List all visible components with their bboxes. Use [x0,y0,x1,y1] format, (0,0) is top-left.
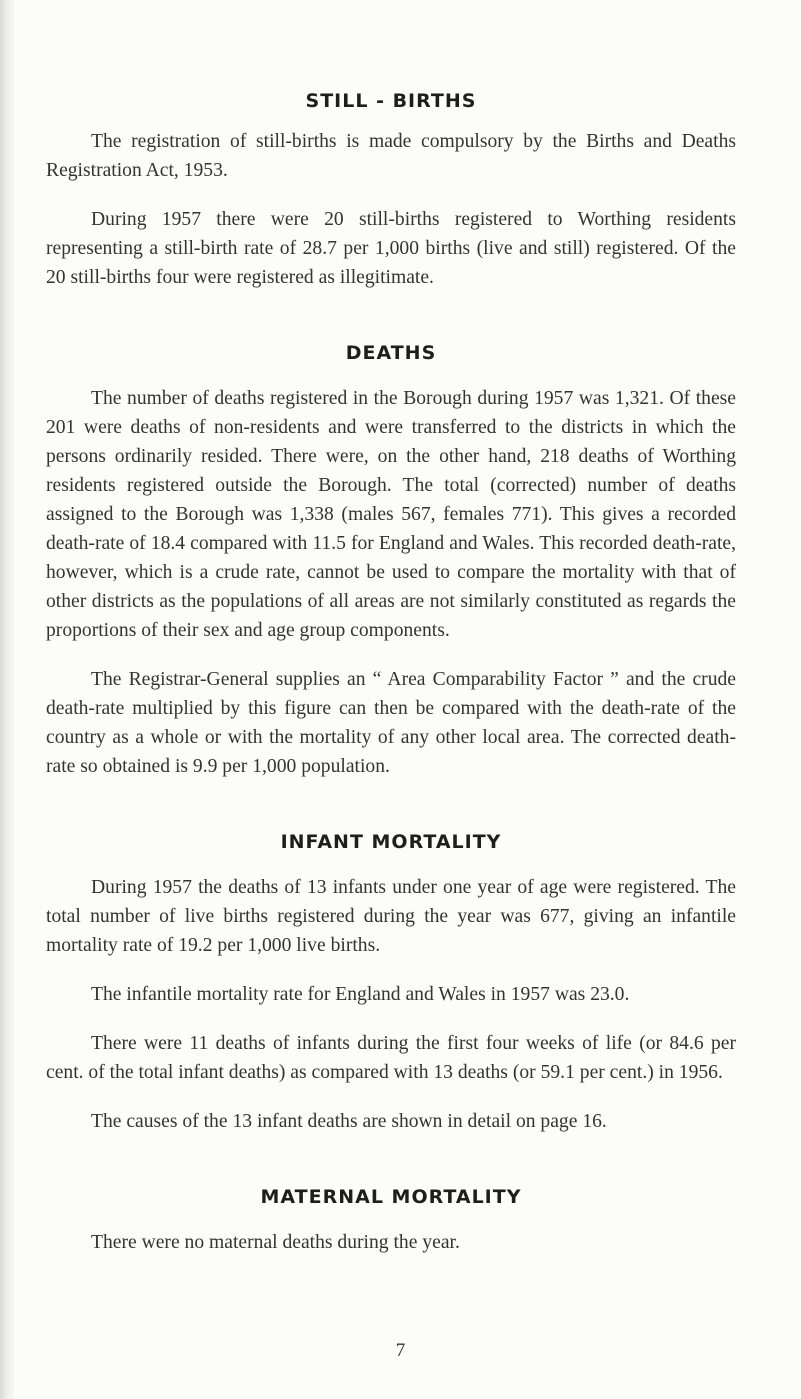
scanned-page-edge [0,0,14,1399]
still-births-paragraph-2: During 1957 there were 20 still-births registered to Worthing residents representing a still-birth rate of 28.7 per 1,000 births (live and still) registered. Of the 20 still-births four were registered as illegitimate. [46,209,736,288]
infant-mortality-paragraph-2: The infantile mortality rate for England and Wales in 1957 was 23.0. [91,984,630,1005]
infant-mortality-section [46,831,736,1136]
infant-mortality-paragraph-3: There were 11 deaths of infants during the first four weeks of life (or 84.6 per cent. of the total infant deaths) as compared with 13 deaths (or 59.1 per cent.) in 1956. [46,1033,736,1083]
infant-mortality-heading: INFANT MORTALITY [280,831,502,853]
maternal-mortality-section [46,1186,736,1257]
deaths-paragraph-1: The number of deaths registered in the Borough during 1957 was 1,321. Of these 201 were deaths of non-residents and were transferred to the districts in which the persons ordinarily resided. There were, on the other hand, 218 deaths of Worthing residents registered outside the Borough. The total (corrected) number of deaths assigned to the Borough was 1,338 (males 567, females 771). This gives a recorded death-rate of 18.4 compared with 11.5 for England and Wales. This recorded death-rate, however, which is a crude rate, cannot be used to compare the mortality with that of other districts as the populations of all areas are not similarly constituted as regards the proportions of their sex and age group components. [46,388,736,641]
deaths-heading: DEATHS [345,342,437,364]
page-number: 7 [395,1340,406,1361]
still-births-paragraph-1: The registration of still-births is made compulsory by the Births and Deaths Registration Act, 1953. [46,131,736,181]
document-page [46,90,736,1257]
deaths-paragraph-2: The Registrar-General supplies an “ Area Comparability Factor ” and the crude death-rate multiplied by this figure can then be compared with the death-rate of the country as a whole or with the mortality of any other local area. The corrected death-rate so obtained is 9.9 per 1,000 population. [46,669,736,777]
infant-mortality-paragraph-4: The causes of the 13 infant deaths are shown in detail on page 16. [91,1111,607,1132]
still-births-heading: STILL - BIRTHS [305,90,477,112]
still-births-section [46,90,736,292]
maternal-mortality-heading: MATERNAL MORTALITY [260,1186,522,1208]
deaths-section [46,342,736,781]
infant-mortality-paragraph-1: During 1957 the deaths of 13 infants under one year of age were registered. The total number of live births registered during the year was 677, giving an infantile mortality rate of 19.2 per 1,000 live births. [46,877,736,956]
maternal-mortality-paragraph-1: There were no maternal deaths during the year. [91,1232,460,1253]
